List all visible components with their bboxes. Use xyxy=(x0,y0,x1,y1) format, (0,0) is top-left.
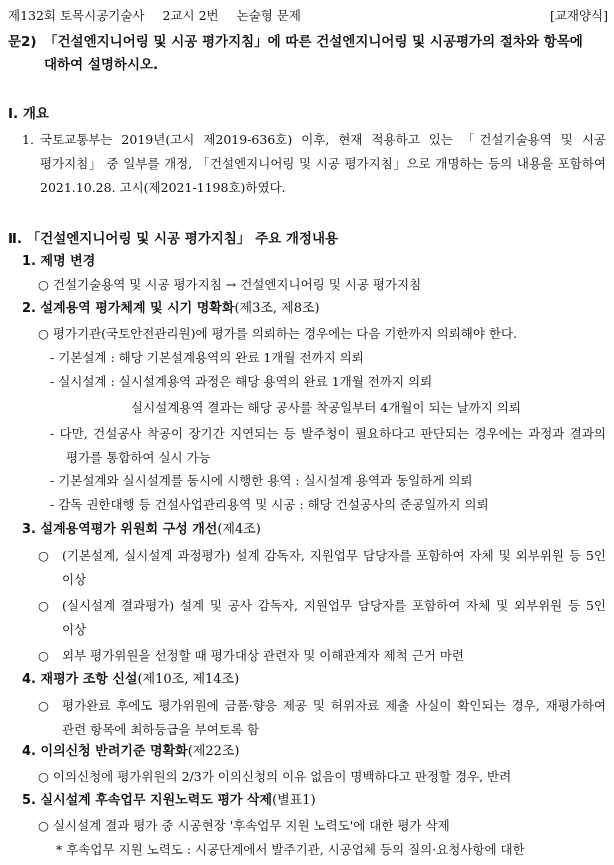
sub5-bullet: ○ 이의신청에 평가위원의 2/3가 이의신청의 이유 없음이 명백하다고 판정할 경우, 반려 xyxy=(38,769,512,784)
sub3-bullet-2-text: (실시설계 결과평가) 설계 및 공사 감독자, 지원업무 담당자를 포함하여 자체 및 외부위원 등 5인 이상 xyxy=(62,598,606,637)
section-2-title: Ⅱ. 「건설엔지니어링 및 시공 평가지침」 주요 개정내용 xyxy=(8,231,339,247)
sub6-note: * 후속업무 지원 노력도 : 시공단계에서 발주기관, 시공업체 등의 질의·요청사항에 대한 xyxy=(56,842,525,857)
sub2-dash-simultaneous: - 기본설계와 실시설계를 동시에 시행한 용역 : 실시설계 용역과 동일하게 의뢰 xyxy=(50,473,473,488)
sub1-title: 1. 제명 변경 xyxy=(22,254,96,269)
bullet-circle-icon: ○ xyxy=(38,598,49,613)
sub3-title xyxy=(22,520,261,540)
sub2-title-text: 2. 설계용역 평가체계 및 시기 명확화 xyxy=(22,301,235,316)
overview-paragraph xyxy=(22,128,606,200)
exam-period: 2교시 2번 xyxy=(162,8,219,23)
sub2-dash-detail-result: 실시설계용역 결과는 해당 공사를 착공일부터 4개월이 되는 날까지 의뢰 xyxy=(131,400,521,415)
bullet-circle-icon: ○ xyxy=(38,698,49,713)
exam-title: 제132회 토목시공기술사 xyxy=(8,8,145,23)
bullet-circle-icon: ○ xyxy=(38,648,49,663)
section-1-title: Ⅰ. 개요 xyxy=(8,106,49,122)
sub3-title-text: 3. 설계용역평가 위원회 구성 개선 xyxy=(22,522,218,537)
sub2-dash-exception xyxy=(50,422,606,470)
sub3-bullet-1 xyxy=(38,544,606,592)
question-block xyxy=(8,31,608,77)
sub5-title-text: 4. 이의신청 반려기준 명확화 xyxy=(22,744,188,759)
sub4-bullet-1-text: 평가완료 후에도 평가위원에 금품·향응 제공 및 허위자료 제출 사실이 확인되는 경우, 재평가하여 관련 항목에 최하등급을 부여토록 함 xyxy=(62,698,606,737)
sub4-bullet-1 xyxy=(38,694,606,742)
sub3-ref: (제4조) xyxy=(217,522,261,537)
sub3-bullet-3-text: 외부 평가위원을 선정할 때 평가대상 관련자 및 이해관계자 제척 근거 마련 xyxy=(62,648,464,663)
sub3-bullet-1-text: (기본설계, 실시설계 과정평가) 설계 감독자, 지원업무 담당자를 포함하여 자체 및 외부위원 등 5인 이상 xyxy=(62,548,606,587)
sub4-title xyxy=(22,670,239,690)
material-tag: [교재양식] xyxy=(549,8,608,23)
sub6-ref: (별표1) xyxy=(272,793,316,808)
sub3-bullet-2 xyxy=(38,594,606,642)
sub2-ref: (제3조, 제8조) xyxy=(234,301,320,316)
question-text: 「건설엔지니어링 및 시공 평가지침」에 따른 건설엔지니어링 및 시공평가의 절차와 항목에 대하여 설명하시오. xyxy=(44,34,583,73)
sub4-title-text: 4. 재평가 조항 신설 xyxy=(22,672,138,687)
sub1-bullet: ○ 건설기술용역 및 시공 평가지침 → 건설엔지니어링 및 시공 평가지침 xyxy=(38,277,422,292)
bullet-circle-icon: ○ xyxy=(38,548,49,563)
sub2-dash-basic: - 기본설계 : 해당 기본설계용역의 완료 1개월 전까지 의뢰 xyxy=(50,350,364,365)
question-number: 문2) xyxy=(8,34,37,50)
sub2-bullet: ○ 평가기관(국토안전관리원)에 평가를 의뢰하는 경우에는 다음 기한까지 의뢰해야 한다. xyxy=(38,326,518,341)
sub2-dash-exception-text: - 다만, 건설공사 착공이 장기간 지연되는 등 발주청이 필요하다고 판단되는 경우에는 과정과 결과의 평가를 통합하여 실시 가능 xyxy=(50,426,606,465)
sub5-ref: (제22조) xyxy=(187,744,240,759)
sub6-bullet: ○ 실시설계 결과 평가 중 시공현장 '후속업무 지원 노력도'에 대한 평가 삭제 xyxy=(38,818,450,833)
overview-text: 국토교통부는 2019년(고시 제2019-636호) 이후, 현재 적용하고 있는 「건설기술용역 및 시공 평가지침」 중 일부를 개정, 「건설엔지니어링 및 시공 평가지침」으로 개명하는 등의 내용을 포함하여 2021.10.28. 고시(제2021-1198호)하였다. xyxy=(40,132,606,195)
sub2-dash-detail-process: - 실시설계 : 실시설계용역 과정은 해당 용역의 완료 1개월 전까지 의뢰 xyxy=(50,374,433,389)
sub5-title xyxy=(22,742,240,762)
page-header xyxy=(8,6,608,28)
sub6-title-text: 5. 실시설계 후속업무 지원노력도 평가 삭제 xyxy=(22,793,273,808)
sub3-bullet-3 xyxy=(38,644,606,668)
question-type: 논술형 문제 xyxy=(236,8,301,23)
sub6-title xyxy=(22,791,316,811)
overview-item-number: 1. xyxy=(22,132,34,147)
sub2-title xyxy=(22,299,320,319)
sub4-ref: (제10조, 제14조) xyxy=(137,672,240,687)
sub2-dash-supervision: - 감독 권한대행 등 건설사업관리용역 및 시공 : 해당 건설공사의 준공일까지 의뢰 xyxy=(50,497,489,512)
